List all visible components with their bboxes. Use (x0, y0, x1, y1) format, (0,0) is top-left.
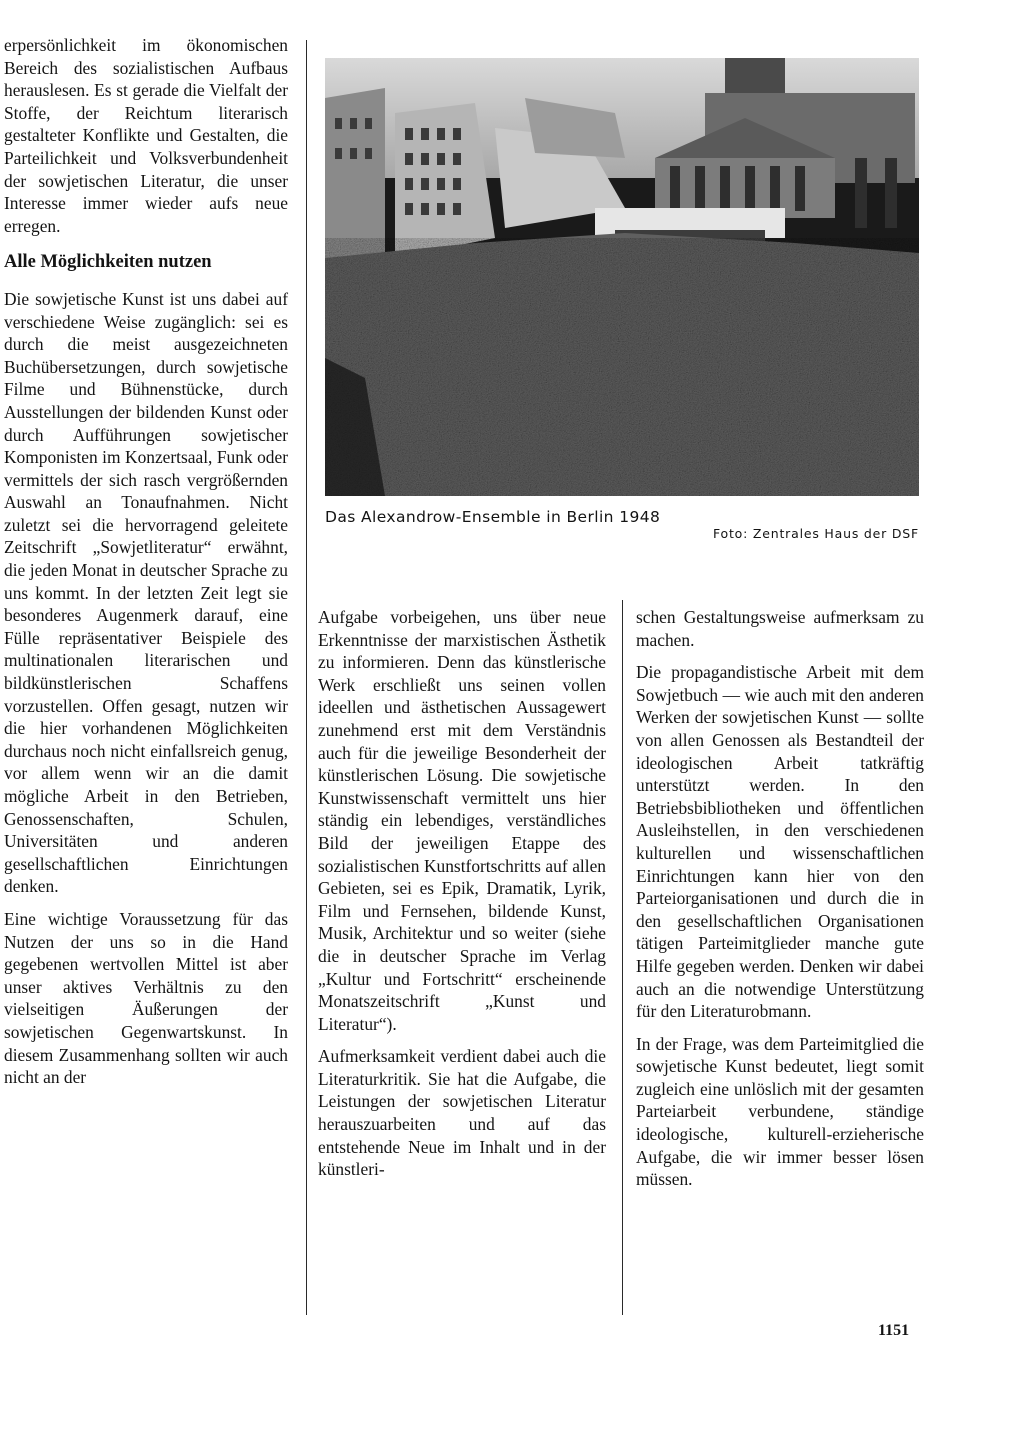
paragraph: Die propagandistische Arbeit mit dem Sowjetbuch — wie auch mit den anderen Werken der sowjetischen Kunst — sollte von allen Genossen als Bestandteil der ideologischen Arbeit tatkräftig unterstützt werden. In den Betriebsbibliotheken und öffentlichen Ausleihstellen, in den verschiedenen kulturellen und wissenschaftlichen Einrichtungen kann hier von den Parteiorganisationen und durch die in den gesellschaftlichen Organisationen tätigen Parteimitglieder manche gute Hilfe gegeben werden. Denken wir dabei auch an die notwendige Unterstützung für den Literaturobmann. (636, 662, 924, 1022)
paragraph: In der Frage, was dem Parteimitglied die sowjetische Kunst bedeutet, liegt somit zugleich eine unlöslich mit der gesamten Parteiarbeit verbundene, ständige ideologische, kulturell-erzieherische Aufgabe, die wir immer besser lösen müssen. (636, 1033, 924, 1190)
text-column-right (636, 606, 924, 1201)
paragraph: Die sowjetische Kunst ist uns dabei auf verschiedene Weise zugänglich: sei es durch die meist ausgezeichneten Buchübersetzungen, durch sowjetische Filme und Bühnenstücke, durch Ausstellungen der bildenden Kunst oder durch Aufführungen sowjetischer Komponisten im Konzertsaal, Funk oder vermittels der sich rasch vergrößernden Auswahl an Tonaufnahmen. Nicht zuletzt sei die hervorragend geleitete Zeitschrift „Sowjetliteratur“ erwähnt, die jeden Monat in deutscher Sprache zu uns kommt. In der letzten Zeit legt sie besonderes Augenmerk darauf, eine Fülle repräsentativer Beispiele des multinationalen literarischen und bildkünstlerischen Schaffens vorzustellen. Offen gesagt, nutzen wir die hier vorhandenen Möglichkeiten durchaus noch nicht einfallsreich genug, vor allem wenn wir an die damit mögliche Arbeit in den Betrieben, Genossenschaften, Schulen, Universitäten und anderen gesellschaftlichen Einrichtungen denken. (4, 288, 288, 897)
text-column-middle (318, 606, 606, 1191)
text-column-left (4, 34, 288, 1099)
paragraph: erpersönlichkeit im ökonomischen Bereich des sozialistischen Aufbaus herauslesen. Es st gerade die Vielfalt der Stoffe, der Reichtum literarisch gestalteter Konflikte und Gestalten, die Parteilichkeit und Volksverbundenheit der sowjetischen Literatur, die unser Interesse immer wieder aufs neue erregen. (4, 35, 288, 236)
crowd-photograph (325, 58, 919, 496)
paragraph: Aufgabe vorbeigehen, uns über neue Erkenntnisse der marxistischen Ästhetik zu informieren. Denn das künstlerische Werk erschließt uns seinen vollen ideellen und ästhetischen Aussagewert zunehmend erst mit dem Verständnis auch für die jeweilige Besonderheit der künstlerischen Lösung. Die sowjetische Kunstwissenschaft vermittelt uns hier ständig ein lebendiges, verständliches Bild der jeweiligen Etappe des sozialistischen Kunstfortschritts auf allen Gebieten, sei es Epik, Dramatik, Lyrik, Film und Fernsehen, bildende Kunst, Musik, Architektur und so weiter (siehe die in deutscher Sprache im Verlag „Kultur und Fortschritt“ erscheinende Monatszeitschrift „Kunst und Literatur“). (318, 607, 606, 1034)
section-heading: Alle Möglichkeiten nutzen (4, 252, 212, 273)
paragraph: schen Gestaltungsweise aufmerksam zu machen. (636, 607, 924, 650)
paragraph: Eine wichtige Voraussetzung für das Nutzen der uns so in die Hand gegebenen wertvollen Mittel ist aber unser aktives Verhältnis zu den vielseitigen Äußerungen der sowjetischen Gegenwartskunst. In diesem Zusammenhang sollten wir auch nicht an der (4, 908, 288, 1088)
column-rule-left (306, 40, 307, 1315)
paragraph: Aufmerksamkeit verdient dabei auch die Literaturkritik. Sie hat die Aufgabe, die Leistungen der sowjetischen Literatur herauszuarbeiten und auf das entstehende Neue im Inhalt und in der künstleri- (318, 1046, 606, 1180)
photo-credit: Foto: Zentrales Haus der DSF (712, 526, 919, 541)
page-number: 1151 (878, 1322, 910, 1339)
photo-caption: Das Alexandrow-Ensemble in Berlin 1948 (325, 508, 661, 526)
column-rule-right (622, 600, 623, 1315)
